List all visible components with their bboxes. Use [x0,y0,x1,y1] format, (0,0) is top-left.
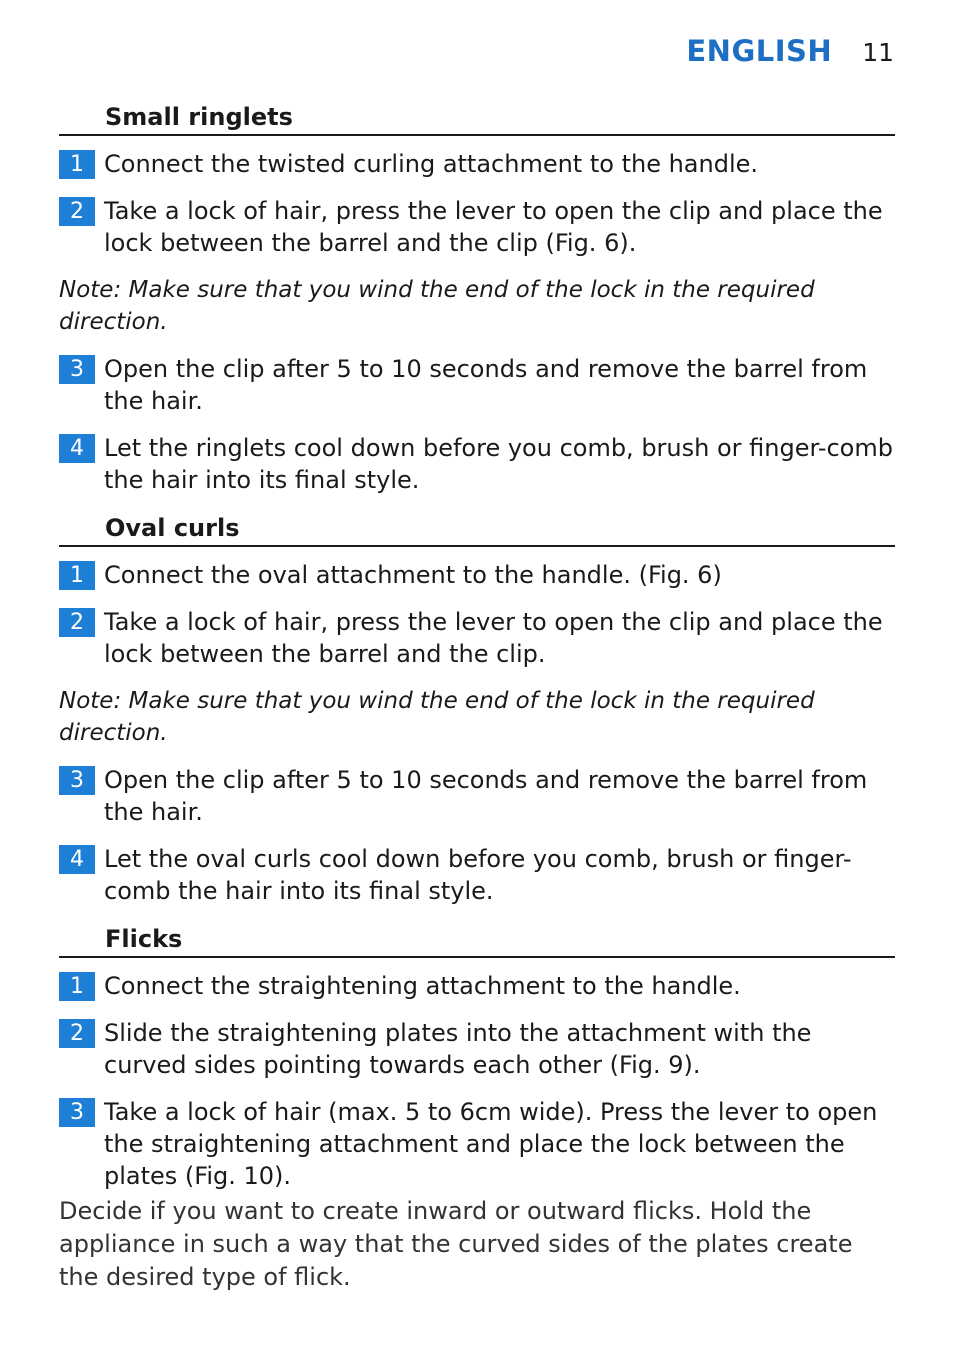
step-item [59,432,895,496]
step-text: Slide the straightening plates into the attachment with the curved sides pointing towards each other (Fig. 9). [104,1019,812,1079]
step-number-badge: 3 [59,1098,95,1127]
step-item [59,353,895,417]
page-header [686,34,894,68]
step-item [59,843,895,907]
step-item [59,559,895,591]
section-small-ringlets [59,100,895,496]
page-number: 11 [862,38,894,67]
step-item [59,606,895,670]
step-number-badge: 1 [59,150,95,179]
step-item [59,970,895,1002]
note-text: Note: Make sure that you wind the end of the lock in the required direction. [59,277,815,335]
step-number-badge: 2 [59,197,95,226]
step-number-badge: 4 [59,434,95,463]
section-title: Flicks [59,922,895,958]
step-text: Open the clip after 5 to 10 seconds and remove the barrel from the hair. [104,355,868,415]
section-title: Oval curls [59,511,895,547]
step-text: Connect the twisted curling attachment to the handle. [104,150,759,178]
step-item [59,764,895,828]
step-text: Let the ringlets cool down before you comb, brush or finger-comb the hair into its final style. [104,434,893,494]
step-item [59,1096,895,1192]
step-item [59,195,895,259]
step-number-badge: 2 [59,608,95,637]
step-number-badge: 4 [59,845,95,874]
step-number-badge: 2 [59,1019,95,1048]
step-item [59,148,895,180]
page-content [59,100,895,1294]
step-text: Connect the oval attachment to the handle. (Fig. 6) [104,561,722,589]
step-number-badge: 3 [59,766,95,795]
step-number-badge: 1 [59,561,95,590]
step-text: Open the clip after 5 to 10 seconds and remove the barrel from the hair. [104,766,868,826]
section-title: Small ringlets [59,100,895,136]
note-text: Note: Make sure that you wind the end of the lock in the required direction. [59,688,815,746]
step-text: Let the oval curls cool down before you comb, brush or finger-comb the hair into its final style. [104,845,852,905]
step-item [59,1017,895,1081]
section-oval-curls [59,511,895,907]
step-text: Take a lock of hair, press the lever to open the clip and place the lock between the barrel and the clip (Fig. 6). [104,197,883,257]
step-number-badge: 1 [59,972,95,1001]
step-text: Take a lock of hair (max. 5 to 6cm wide). Press the lever to open the straightening attachment and place the lock between the plates (Fig. 10). [104,1098,878,1190]
step-text: Take a lock of hair, press the lever to open the clip and place the lock between the barrel and the clip. [104,608,883,668]
body-paragraph: Decide if you want to create inward or outward flicks. Hold the appliance in such a way that the curved sides of the plates create the desired type of flick. [59,1197,853,1291]
step-number-badge: 3 [59,355,95,384]
step-text: Connect the straightening attachment to the handle. [104,972,741,1000]
language-label: ENGLISH [686,34,833,68]
section-flicks [59,922,895,1294]
